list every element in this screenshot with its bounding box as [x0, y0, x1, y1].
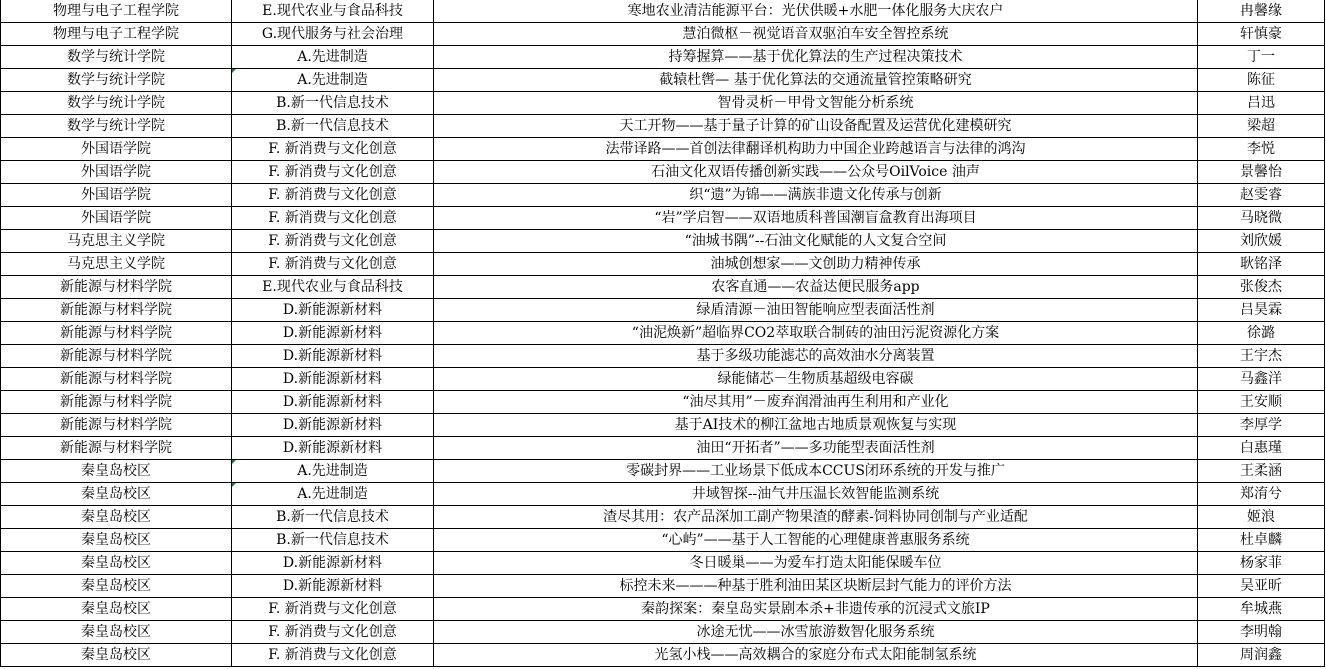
- college-cell[interactable]: 新能源与材料学院: [1, 276, 232, 299]
- table-row: [1, 391, 1325, 414]
- table-row: [1, 529, 1325, 552]
- category-text: A.先进制造: [297, 72, 368, 88]
- college-cell[interactable]: 外国语学院: [1, 207, 232, 230]
- college-cell[interactable]: 数学与统计学院: [1, 46, 232, 69]
- leader-cell[interactable]: 李厚学: [1198, 414, 1325, 437]
- category-cell[interactable]: [232, 483, 434, 506]
- leader-cell[interactable]: 杜卓麟: [1198, 529, 1325, 552]
- leader-cell[interactable]: 王安顺: [1198, 391, 1325, 414]
- college-cell[interactable]: 物理与电子工程学院: [1, 23, 232, 46]
- table-row: [1, 161, 1325, 184]
- category-cell[interactable]: E.现代农业与食品科技: [232, 0, 434, 23]
- leader-cell[interactable]: 轩慎豪: [1198, 23, 1325, 46]
- college-cell[interactable]: 新能源与材料学院: [1, 391, 232, 414]
- project-cell[interactable]: 油城创想家——文创助力精神传承: [434, 253, 1198, 276]
- leader-cell[interactable]: 王宇杰: [1198, 345, 1325, 368]
- leader-cell[interactable]: 姬浪: [1198, 506, 1325, 529]
- table-row: [1, 0, 1325, 23]
- project-cell[interactable]: 光氢小栈——高效耦合的家庭分布式太阳能制氢系统: [434, 644, 1198, 667]
- comment-marker-icon: [232, 460, 236, 464]
- project-cell[interactable]: 慧泊微枢－视觉语音双驱泊车安全智控系统: [434, 23, 1198, 46]
- comment-marker-icon: [232, 483, 236, 487]
- table-row: [1, 276, 1325, 299]
- category-cell[interactable]: F. 新消费与文化创意: [232, 230, 434, 253]
- category-cell[interactable]: F. 新消费与文化创意: [232, 598, 434, 621]
- leader-cell[interactable]: 杨家菲: [1198, 552, 1325, 575]
- category-cell[interactable]: D.新能源新材料: [232, 414, 434, 437]
- table-row: [1, 552, 1325, 575]
- category-cell[interactable]: D.新能源新材料: [232, 575, 434, 598]
- category-cell[interactable]: F. 新消费与文化创意: [232, 161, 434, 184]
- leader-cell[interactable]: 梁超: [1198, 115, 1325, 138]
- leader-cell[interactable]: 丁一: [1198, 46, 1325, 69]
- category-cell[interactable]: G.现代服务与社会治理: [232, 23, 434, 46]
- category-cell[interactable]: [232, 460, 434, 483]
- leader-cell[interactable]: 周润鑫: [1198, 644, 1325, 667]
- leader-cell[interactable]: 陈征: [1198, 69, 1325, 92]
- project-cell[interactable]: 绿盾清源－油田智能响应型表面活性剂: [434, 299, 1198, 322]
- category-cell[interactable]: D.新能源新材料: [232, 552, 434, 575]
- leader-cell[interactable]: 徐潞: [1198, 322, 1325, 345]
- college-cell[interactable]: 新能源与材料学院: [1, 299, 232, 322]
- category-cell[interactable]: D.新能源新材料: [232, 391, 434, 414]
- category-cell[interactable]: F. 新消费与文化创意: [232, 207, 434, 230]
- project-cell[interactable]: 法带译路——首创法律翻译机构助力中国企业跨越语言与法律的鸿沟: [434, 138, 1198, 161]
- college-cell[interactable]: 外国语学院: [1, 161, 232, 184]
- project-cell[interactable]: 智骨灵析－甲骨文智能分析系统: [434, 92, 1198, 115]
- category-cell[interactable]: B.新一代信息技术: [232, 115, 434, 138]
- project-cell[interactable]: 油田“开拓者”——多功能型表面活性剂: [434, 437, 1198, 460]
- table-row: [1, 460, 1325, 483]
- project-cell[interactable]: 基于多级功能滤芯的高效油水分离装置: [434, 345, 1198, 368]
- category-cell[interactable]: D.新能源新材料: [232, 322, 434, 345]
- table-row: [1, 69, 1325, 92]
- project-cell[interactable]: 织“遗”为锦——满族非遗文化传承与创新: [434, 184, 1198, 207]
- category-cell[interactable]: F. 新消费与文化创意: [232, 138, 434, 161]
- leader-cell[interactable]: 吕迅: [1198, 92, 1325, 115]
- leader-cell[interactable]: 景馨怡: [1198, 161, 1325, 184]
- category-cell[interactable]: F. 新消费与文化创意: [232, 184, 434, 207]
- category-cell[interactable]: B.新一代信息技术: [232, 506, 434, 529]
- project-cell[interactable]: 绿能储芯－生物质基超级电容碳: [434, 368, 1198, 391]
- project-cell[interactable]: 基于AI技术的柳江盆地古地质景观恢复与实现: [434, 414, 1198, 437]
- table-row: [1, 575, 1325, 598]
- college-cell[interactable]: 秦皇岛校区: [1, 460, 232, 483]
- project-cell[interactable]: 寒地农业清洁能源平台：光伏供暖+水肥一体化服务大庆农户: [434, 0, 1198, 23]
- project-cell[interactable]: 持筹握算——基于优化算法的生产过程决策技术: [434, 46, 1198, 69]
- table-row: [1, 644, 1325, 667]
- project-cell[interactable]: 农客直通——农益达便民服务app: [434, 276, 1198, 299]
- college-cell[interactable]: 马克思主义学院: [1, 253, 232, 276]
- table-row: [1, 437, 1325, 460]
- category-cell[interactable]: B.新一代信息技术: [232, 92, 434, 115]
- college-cell[interactable]: 秦皇岛校区: [1, 483, 232, 506]
- college-cell[interactable]: 新能源与材料学院: [1, 414, 232, 437]
- table-row: [1, 92, 1325, 115]
- category-cell[interactable]: F. 新消费与文化创意: [232, 644, 434, 667]
- leader-cell[interactable]: 白惠瑾: [1198, 437, 1325, 460]
- project-cell[interactable]: “油尽其用”－废弃润滑油再生利用和产业化: [434, 391, 1198, 414]
- category-cell[interactable]: F. 新消费与文化创意: [232, 253, 434, 276]
- college-cell[interactable]: 新能源与材料学院: [1, 322, 232, 345]
- college-cell[interactable]: 数学与统计学院: [1, 115, 232, 138]
- project-cell[interactable]: 渣尽其用：农产品深加工副产物果渣的酵素-饲料协同创制与产业适配: [434, 506, 1198, 529]
- project-cell[interactable]: 零碳封界——工业场景下低成本CCUS闭环系统的开发与推广: [434, 460, 1198, 483]
- college-cell[interactable]: 新能源与材料学院: [1, 345, 232, 368]
- college-cell[interactable]: 数学与统计学院: [1, 92, 232, 115]
- college-cell[interactable]: 物理与电子工程学院: [1, 0, 232, 23]
- college-cell[interactable]: 新能源与材料学院: [1, 437, 232, 460]
- table-row: [1, 23, 1325, 46]
- table-row: [1, 138, 1325, 161]
- leader-cell[interactable]: 刘欣媛: [1198, 230, 1325, 253]
- category-cell[interactable]: D.新能源新材料: [232, 299, 434, 322]
- project-cell[interactable]: 秦韵探案：秦皇岛实景剧本杀+非遗传承的沉浸式文旅IP: [434, 598, 1198, 621]
- table-row: [1, 368, 1325, 391]
- table-row: [1, 207, 1325, 230]
- college-cell[interactable]: 秦皇岛校区: [1, 506, 232, 529]
- college-cell[interactable]: 外国语学院: [1, 138, 232, 161]
- leader-cell[interactable]: 赵雯睿: [1198, 184, 1325, 207]
- category-cell[interactable]: B.新一代信息技术: [232, 529, 434, 552]
- college-cell[interactable]: 秦皇岛校区: [1, 529, 232, 552]
- category-cell[interactable]: D.新能源新材料: [232, 345, 434, 368]
- project-cell[interactable]: 标控未来———种基于胜利油田某区块断层封气能力的评价方法: [434, 575, 1198, 598]
- leader-cell[interactable]: 李明翰: [1198, 621, 1325, 644]
- project-cell[interactable]: 冰途无忧——冰雪旅游数智化服务系统: [434, 621, 1198, 644]
- project-table-body: [1, 0, 1325, 667]
- leader-cell[interactable]: 吕昊霖: [1198, 299, 1325, 322]
- college-cell[interactable]: 秦皇岛校区: [1, 598, 232, 621]
- table-row: [1, 322, 1325, 345]
- comment-marker-icon: [232, 69, 236, 73]
- college-cell[interactable]: 秦皇岛校区: [1, 552, 232, 575]
- college-cell[interactable]: 马克思主义学院: [1, 230, 232, 253]
- table-row: [1, 115, 1325, 138]
- table-row: [1, 299, 1325, 322]
- category-cell[interactable]: F. 新消费与文化创意: [232, 621, 434, 644]
- table-row: [1, 598, 1325, 621]
- college-cell[interactable]: 新能源与材料学院: [1, 368, 232, 391]
- project-cell[interactable]: 冬日暖巢——为爱车打造太阳能保暖车位: [434, 552, 1198, 575]
- college-cell[interactable]: 秦皇岛校区: [1, 621, 232, 644]
- college-cell[interactable]: 外国语学院: [1, 184, 232, 207]
- category-text: A.先进制造: [297, 463, 368, 479]
- table-row: [1, 483, 1325, 506]
- table-row: [1, 46, 1325, 69]
- project-cell[interactable]: “油泥焕新”超临界CO2萃取联合制砖的油田污泥资源化方案: [434, 322, 1198, 345]
- leader-cell[interactable]: 吴亚昕: [1198, 575, 1325, 598]
- project-cell[interactable]: 井域智探--油气井压温长效智能监测系统: [434, 483, 1198, 506]
- category-text: A.先进制造: [297, 486, 368, 502]
- college-cell[interactable]: 数学与统计学院: [1, 69, 232, 92]
- table-row: [1, 506, 1325, 529]
- project-cell[interactable]: 天工开物——基于量子计算的矿山设备配置及运营优化建模研究: [434, 115, 1198, 138]
- project-cell[interactable]: 石油文化双语传播创新实践——公众号OilVoice 油声: [434, 161, 1198, 184]
- leader-cell[interactable]: 李悦: [1198, 138, 1325, 161]
- college-cell[interactable]: 秦皇岛校区: [1, 644, 232, 667]
- table-row: [1, 253, 1325, 276]
- project-cell[interactable]: “油城书隅”--石油文化赋能的人文复合空间: [434, 230, 1198, 253]
- table-row: [1, 230, 1325, 253]
- category-cell[interactable]: A.先进制造: [232, 46, 434, 69]
- category-cell[interactable]: E.现代农业与食品科技: [232, 276, 434, 299]
- category-cell[interactable]: D.新能源新材料: [232, 368, 434, 391]
- table-row: [1, 184, 1325, 207]
- college-cell[interactable]: 秦皇岛校区: [1, 575, 232, 598]
- project-cell[interactable]: “心屿”——基于人工智能的心理健康普惠服务系统: [434, 529, 1198, 552]
- category-cell[interactable]: D.新能源新材料: [232, 437, 434, 460]
- category-cell[interactable]: [232, 69, 434, 92]
- project-cell[interactable]: 截辕杜辔— 基于优化算法的交通流量管控策略研究: [434, 69, 1198, 92]
- leader-cell[interactable]: 王柔涵: [1198, 460, 1325, 483]
- leader-cell[interactable]: 马鑫洋: [1198, 368, 1325, 391]
- table-row: [1, 414, 1325, 437]
- leader-cell[interactable]: 张俊杰: [1198, 276, 1325, 299]
- table-row: [1, 345, 1325, 368]
- project-cell[interactable]: “岩”学启智——双语地质科普国潮盲盒教育出海项目: [434, 207, 1198, 230]
- table-row: [1, 621, 1325, 644]
- leader-cell[interactable]: 耿铭泽: [1198, 253, 1325, 276]
- leader-cell[interactable]: 马晓微: [1198, 207, 1325, 230]
- leader-cell[interactable]: 牟城燕: [1198, 598, 1325, 621]
- leader-cell[interactable]: 郑淯兮: [1198, 483, 1325, 506]
- leader-cell[interactable]: 冉馨缘: [1198, 0, 1325, 23]
